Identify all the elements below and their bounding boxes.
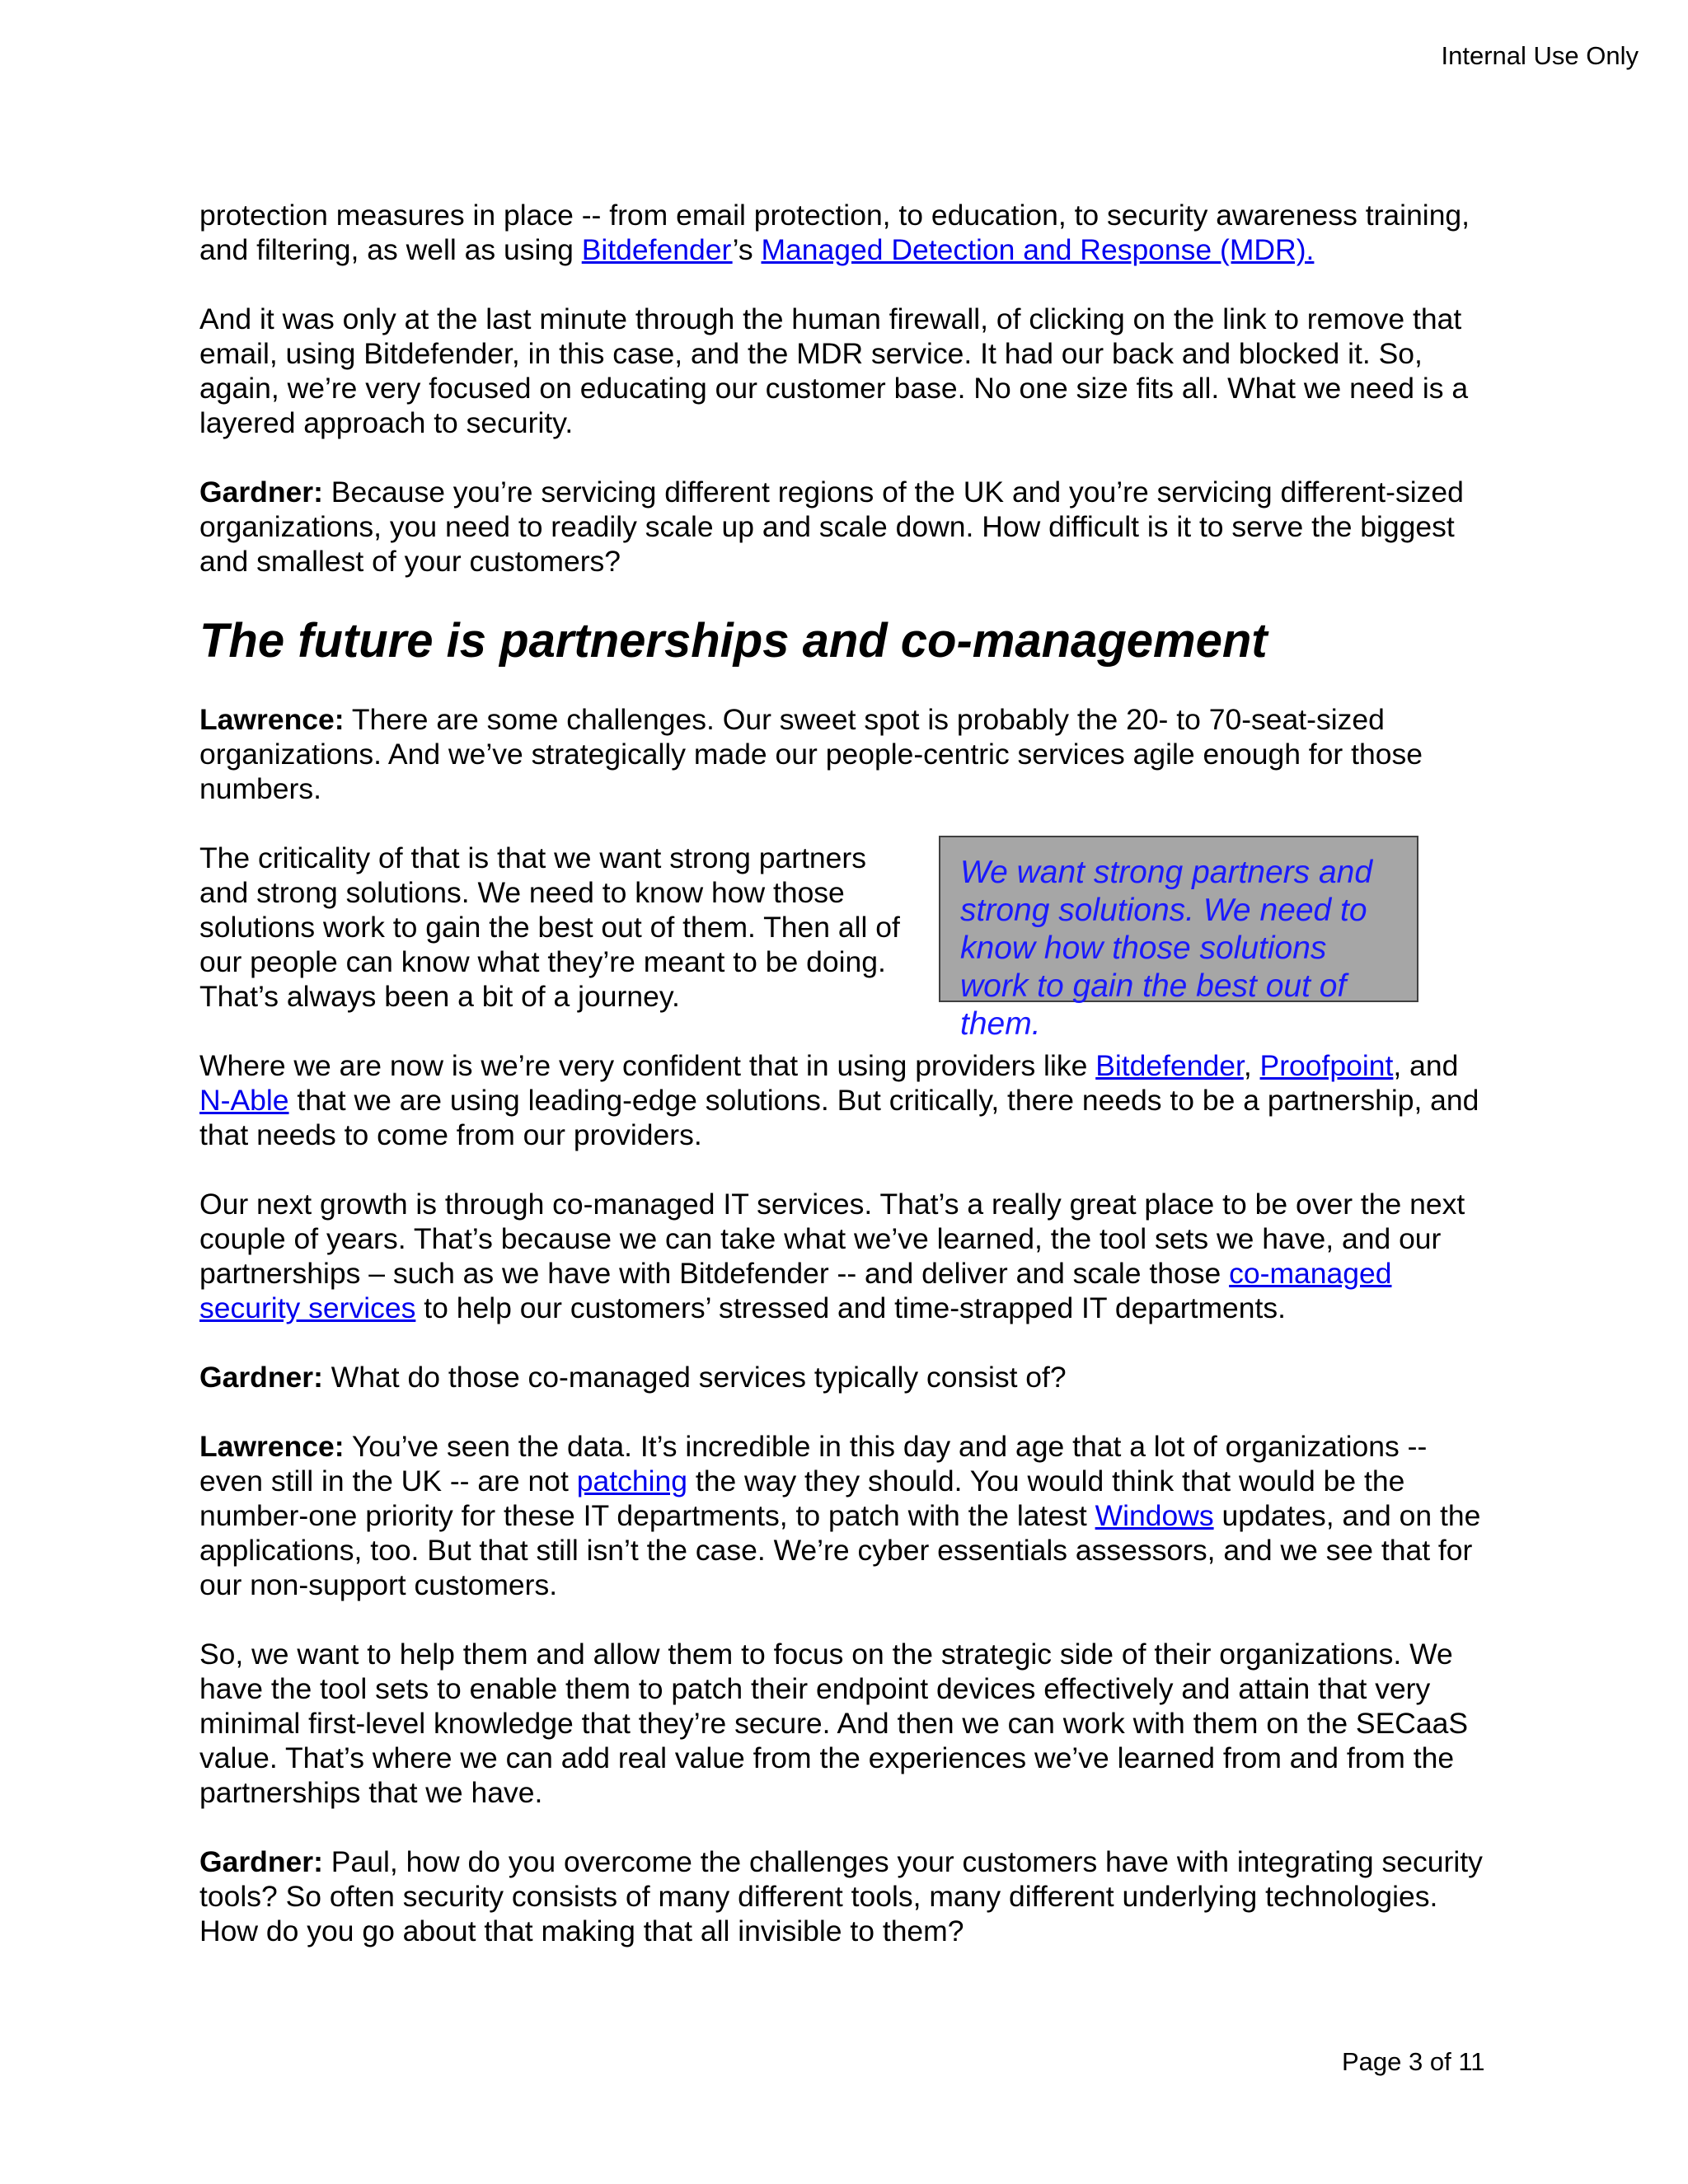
paragraph-1 — [199, 198, 1493, 267]
link-co-managed-security[interactable]: co-managed security services — [199, 1257, 1392, 1324]
text-run: Paul, how do you overcome the challenges your customers have with integrating security tools? So often security consists of many different tools, many different underlying technologies. How do you go about that making that all invisible to them? — [199, 1845, 1483, 1947]
speaker-label: Gardner: — [199, 1361, 323, 1394]
paragraph-3 — [199, 475, 1493, 579]
paragraph-2: And it was only at the last minute through the human firewall, of clicking on the link to remove that email, using Bitdefender, in this case, and the MDR service. It had our back and blocked it. So, again, we’re very focused on educating our customer base. No one size fits all. What we need is a layered approach to security. — [199, 302, 1469, 439]
text-run: , — [1243, 1049, 1260, 1082]
link-patching[interactable]: patching — [576, 1465, 687, 1497]
text-run: that we are using leading-edge solutions. But critically, there needs to be a partnership, and that needs to come from our providers. — [199, 1084, 1479, 1151]
text-run: protection measures in place -- from email protection, to education, to security awareness training, and filtering, as well as using — [199, 199, 1470, 266]
text-run: , and — [1393, 1049, 1459, 1082]
text-run: ’s — [732, 233, 762, 266]
text-run: Where we are now is we’re very confident that in using providers like — [199, 1049, 1096, 1082]
text-run: Because you’re servicing different regions of the UK and you’re servicing different-sized organizations, you need to readily scale up and scale down. How difficult is it to serve the biggest and smallest of your customers? — [199, 476, 1464, 578]
paragraph-6 — [199, 1048, 1493, 1152]
speaker-label: Lawrence: — [199, 703, 345, 736]
link-mdr[interactable]: Managed Detection and Response (MDR). — [761, 233, 1315, 266]
link-proofpoint[interactable]: Proofpoint — [1259, 1049, 1394, 1082]
text-run: Our next growth is through co-managed IT services. That’s a really great place to be over the next couple of years. That’s because we can take what we’ve learned, the tool sets we have, and our partnerships – such as we have with Bitdefender -- and deliver and scale those — [199, 1188, 1465, 1290]
paragraph-8 — [199, 1360, 1493, 1394]
paragraph-9 — [199, 1429, 1493, 1602]
text-run: You’ve seen the data. It’s incredible in this day and age that a lot of organizations -- even still in the UK -- are not — [199, 1430, 1428, 1497]
paragraph-11 — [199, 1844, 1493, 1948]
speaker-label: Lawrence: — [199, 1430, 345, 1463]
paragraph-4 — [199, 702, 1493, 806]
link-bitdefender[interactable]: Bitdefender — [581, 233, 733, 266]
text-run: to help our customers’ stressed and time-strapped IT departments. — [415, 1291, 1287, 1324]
link-n-able[interactable]: N-Able — [199, 1084, 289, 1117]
pull-quote-box: We want strong partners and strong solutions. We need to know how those solutions work to gain the best out of them. — [939, 836, 1418, 1002]
paragraph-5: The criticality of that is that we want strong partners and strong solutions. We need to know how those solutions work to gain the best out of them. Then all of our people can know what they’re meant to be doing. That’s always been a bit of a journey. — [199, 841, 900, 1013]
document-body — [199, 198, 1493, 1983]
text-run: the way they should. You would think that would be the number-one priority for these IT departments, to patch with the latest — [199, 1465, 1405, 1532]
section-heading: The future is partnerships and co-management — [199, 614, 1268, 668]
text-run: There are some challenges. Our sweet spot is probably the 20- to 70-seat-sized organizations. And we’ve strategically made our people-centric services agile enough for those numbers. — [199, 703, 1423, 805]
link-windows[interactable]: Windows — [1095, 1499, 1214, 1532]
header-classification-label: Internal Use Only — [1441, 41, 1639, 70]
text-run: What do those co-managed services typically consist of? — [322, 1361, 1067, 1394]
text-run: updates, and on the applications, too. But that still isn’t the case. We’re cyber essentials assessors, and we see that for our non-support customers. — [199, 1499, 1481, 1601]
speaker-label: Gardner: — [199, 476, 323, 509]
speaker-label: Gardner: — [199, 1845, 323, 1878]
page-number: Page 3 of 11 — [1342, 2047, 1485, 2076]
paragraph-with-pull-quote — [199, 841, 1493, 1042]
paragraph-7 — [199, 1187, 1493, 1325]
link-bitdefender-2[interactable]: Bitdefender — [1095, 1049, 1244, 1082]
paragraph-10: So, we want to help them and allow them to focus on the strategic side of their organizations. We have the tool sets to enable them to patch their endpoint devices effectively and attain that very minimal first-level knowledge that they’re secure. And then we can work with them on the SECaaS value. That’s where we can add real value from the experiences we’ve learned from and from the partnerships that we have. — [199, 1638, 1469, 1809]
